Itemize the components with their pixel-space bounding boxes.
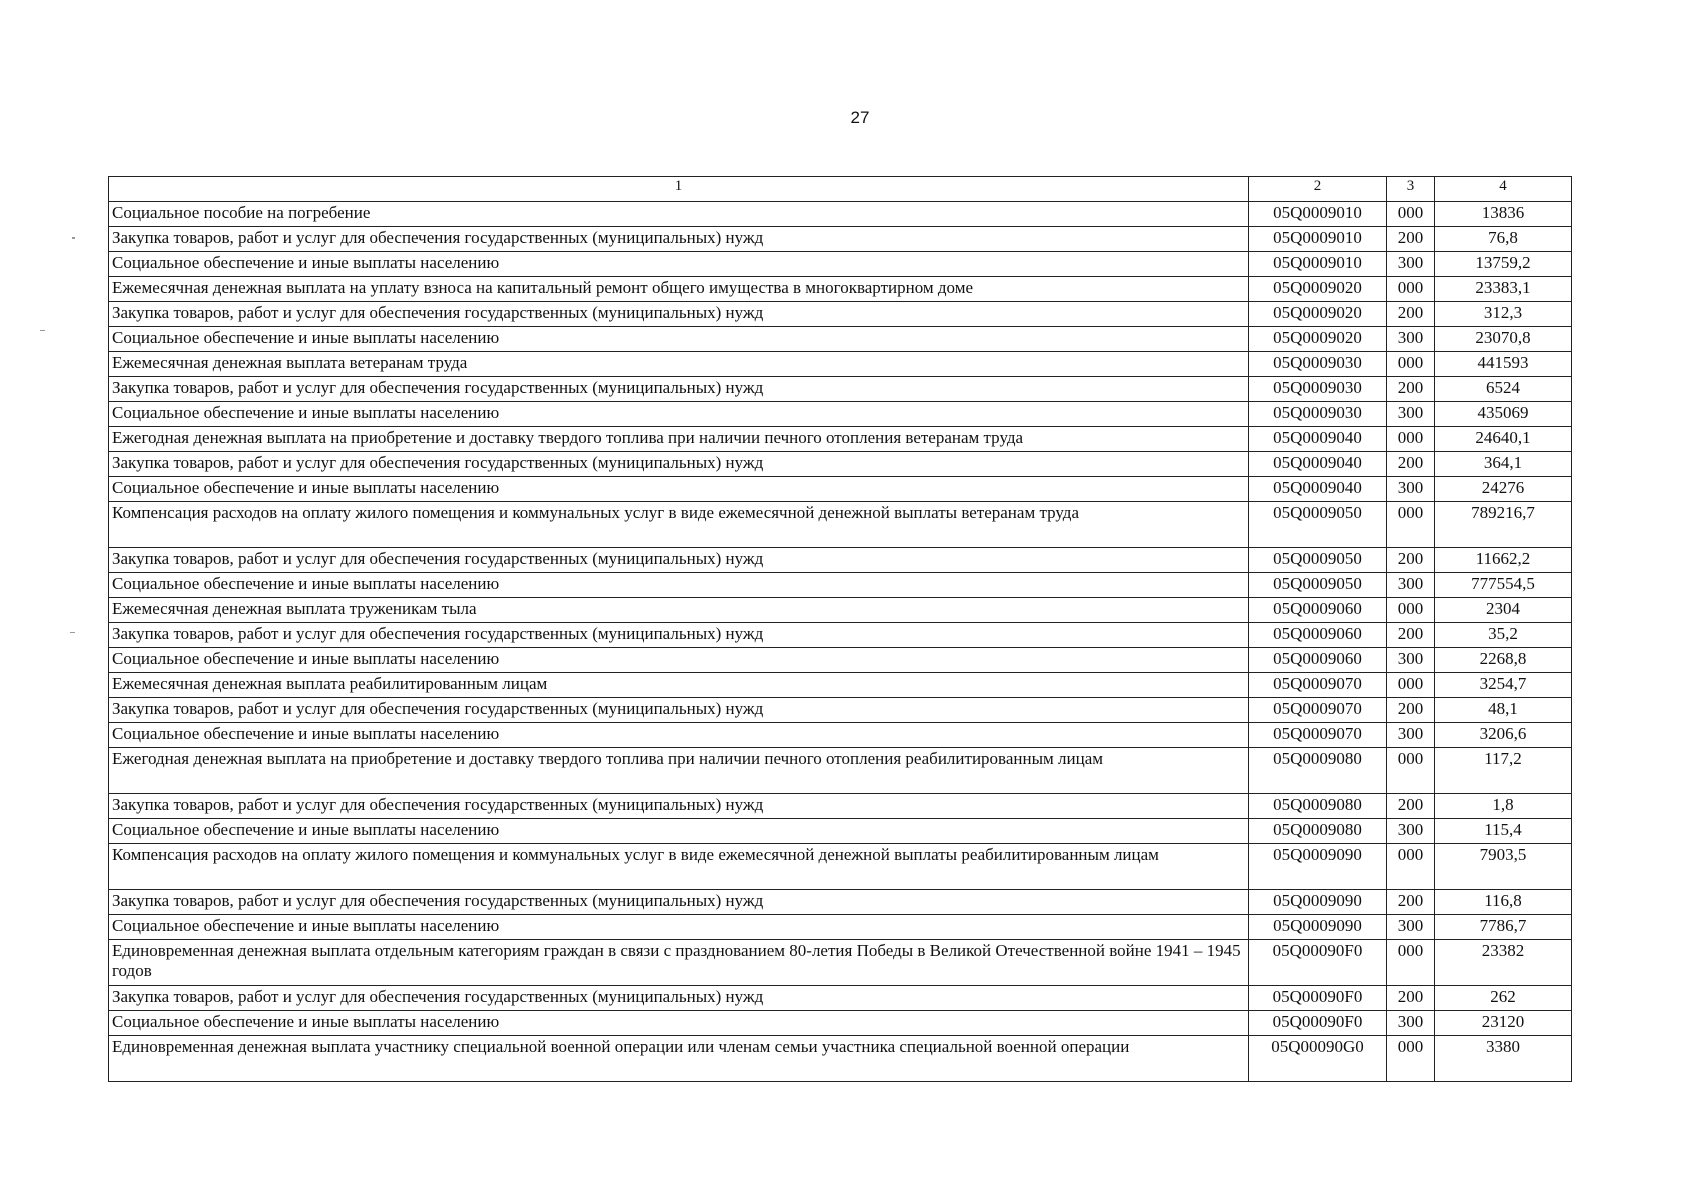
row-type-cell: 000 — [1387, 502, 1435, 548]
table-row — [109, 202, 1572, 227]
row-name-cell: Единовременная денежная выплата участнику специальной военной операции или членам семьи участника специальной военной операции — [109, 1036, 1249, 1082]
table-row — [109, 723, 1572, 748]
row-name-cell: Ежемесячная денежная выплата труженикам тыла — [109, 598, 1249, 623]
row-type-cell: 300 — [1387, 723, 1435, 748]
row-code-cell: 05Q0009040 — [1249, 477, 1387, 502]
row-name-cell: Ежегодная денежная выплата на приобретение и доставку твердого топлива при наличии печного отопления ветеранам труда — [109, 427, 1249, 452]
row-code-cell: 05Q0009020 — [1249, 327, 1387, 352]
row-type-cell: 300 — [1387, 477, 1435, 502]
row-type-cell: 200 — [1387, 452, 1435, 477]
row-sum-cell: 23383,1 — [1435, 277, 1572, 302]
row-sum-cell: 48,1 — [1435, 698, 1572, 723]
row-code-cell: 05Q0009050 — [1249, 548, 1387, 573]
row-sum-cell: 441593 — [1435, 352, 1572, 377]
table-row — [109, 548, 1572, 573]
row-sum-cell: 76,8 — [1435, 227, 1572, 252]
row-sum-cell: 262 — [1435, 986, 1572, 1011]
row-sum-cell: 3380 — [1435, 1036, 1572, 1082]
row-name-cell: Ежемесячная денежная выплата на уплату взноса на капитальный ремонт общего имущества в многоквартирном доме — [109, 277, 1249, 302]
table-row — [109, 377, 1572, 402]
table-row — [109, 452, 1572, 477]
row-code-cell: 05Q0009060 — [1249, 623, 1387, 648]
row-code-cell: 05Q0009090 — [1249, 890, 1387, 915]
row-sum-cell: 1,8 — [1435, 794, 1572, 819]
row-code-cell: 05Q0009050 — [1249, 502, 1387, 548]
row-name-cell: Закупка товаров, работ и услуг для обеспечения государственных (муниципальных) нужд — [109, 698, 1249, 723]
row-name-cell: Социальное обеспечение и иные выплаты населению — [109, 915, 1249, 940]
table-row — [109, 986, 1572, 1011]
table-row — [109, 940, 1572, 986]
row-code-cell: 05Q0009040 — [1249, 427, 1387, 452]
row-type-cell: 300 — [1387, 1011, 1435, 1036]
row-code-cell: 05Q0009050 — [1249, 573, 1387, 598]
table-row — [109, 477, 1572, 502]
table-row — [109, 698, 1572, 723]
row-sum-cell: 13836 — [1435, 202, 1572, 227]
row-sum-cell: 789216,7 — [1435, 502, 1572, 548]
row-name-cell: Социальное обеспечение и иные выплаты населению — [109, 402, 1249, 427]
row-type-cell: 300 — [1387, 915, 1435, 940]
row-sum-cell: 3254,7 — [1435, 673, 1572, 698]
row-name-cell: Компенсация расходов на оплату жилого помещения и коммунальных услуг в виде ежемесячной денежной выплаты реабилитированным лицам — [109, 844, 1249, 890]
table-row — [109, 277, 1572, 302]
row-name-cell: Социальное обеспечение и иные выплаты населению — [109, 819, 1249, 844]
table-body — [109, 177, 1572, 1082]
budget-table — [108, 176, 1572, 1082]
row-sum-cell: 13759,2 — [1435, 252, 1572, 277]
row-name-cell: Социальное обеспечение и иные выплаты населению — [109, 327, 1249, 352]
row-name-cell: Социальное обеспечение и иные выплаты населению — [109, 573, 1249, 598]
row-code-cell: 05Q0009090 — [1249, 844, 1387, 890]
row-type-cell: 000 — [1387, 844, 1435, 890]
row-sum-cell: 24276 — [1435, 477, 1572, 502]
column-header: 3 — [1387, 177, 1435, 202]
row-name-cell: Ежемесячная денежная выплата реабилитированным лицам — [109, 673, 1249, 698]
row-type-cell: 000 — [1387, 352, 1435, 377]
row-type-cell: 300 — [1387, 252, 1435, 277]
row-code-cell: 05Q0009030 — [1249, 352, 1387, 377]
row-type-cell: 000 — [1387, 673, 1435, 698]
row-sum-cell: 23382 — [1435, 940, 1572, 986]
row-code-cell: 05Q0009060 — [1249, 598, 1387, 623]
row-code-cell: 05Q0009030 — [1249, 402, 1387, 427]
table-row — [109, 623, 1572, 648]
row-sum-cell: 23120 — [1435, 1011, 1572, 1036]
row-type-cell: 300 — [1387, 573, 1435, 598]
row-name-cell: Закупка товаров, работ и услуг для обеспечения государственных (муниципальных) нужд — [109, 377, 1249, 402]
row-code-cell: 05Q0009070 — [1249, 698, 1387, 723]
table-row — [109, 227, 1572, 252]
row-name-cell: Закупка товаров, работ и услуг для обеспечения государственных (муниципальных) нужд — [109, 548, 1249, 573]
row-name-cell: Закупка товаров, работ и услуг для обеспечения государственных (муниципальных) нужд — [109, 302, 1249, 327]
row-sum-cell: 7903,5 — [1435, 844, 1572, 890]
row-sum-cell: 116,8 — [1435, 890, 1572, 915]
row-type-cell: 300 — [1387, 819, 1435, 844]
row-sum-cell: 35,2 — [1435, 623, 1572, 648]
row-code-cell: 05Q0009080 — [1249, 819, 1387, 844]
row-name-cell: Социальное обеспечение и иные выплаты населению — [109, 252, 1249, 277]
row-code-cell: 05Q0009060 — [1249, 648, 1387, 673]
row-type-cell: 000 — [1387, 202, 1435, 227]
row-name-cell: Ежемесячная денежная выплата ветеранам труда — [109, 352, 1249, 377]
table-row — [109, 1011, 1572, 1036]
row-type-cell: 000 — [1387, 277, 1435, 302]
row-name-cell: Закупка товаров, работ и услуг для обеспечения государственных (муниципальных) нужд — [109, 794, 1249, 819]
row-code-cell: 05Q0009070 — [1249, 673, 1387, 698]
row-code-cell: 05Q0009020 — [1249, 277, 1387, 302]
row-code-cell: 05Q0009010 — [1249, 202, 1387, 227]
row-sum-cell: 23070,8 — [1435, 327, 1572, 352]
row-sum-cell: 435069 — [1435, 402, 1572, 427]
row-code-cell: 05Q0009090 — [1249, 915, 1387, 940]
row-code-cell: 05Q0009010 — [1249, 252, 1387, 277]
row-name-cell: Закупка товаров, работ и услуг для обеспечения государственных (муниципальных) нужд — [109, 227, 1249, 252]
row-code-cell: 05Q00090F0 — [1249, 986, 1387, 1011]
table-row — [109, 402, 1572, 427]
row-sum-cell: 312,3 — [1435, 302, 1572, 327]
table-row — [109, 890, 1572, 915]
scan-mark — [40, 330, 45, 331]
column-header: 2 — [1249, 177, 1387, 202]
row-sum-cell: 2304 — [1435, 598, 1572, 623]
table-row — [109, 252, 1572, 277]
row-type-cell: 200 — [1387, 227, 1435, 252]
row-code-cell: 05Q0009040 — [1249, 452, 1387, 477]
row-name-cell: Закупка товаров, работ и услуг для обеспечения государственных (муниципальных) нужд — [109, 623, 1249, 648]
row-type-cell: 000 — [1387, 940, 1435, 986]
table-row — [109, 844, 1572, 890]
row-name-cell: Закупка товаров, работ и услуг для обеспечения государственных (муниципальных) нужд — [109, 452, 1249, 477]
row-code-cell: 05Q00090G0 — [1249, 1036, 1387, 1082]
row-name-cell: Социальное обеспечение и иные выплаты населению — [109, 648, 1249, 673]
column-header: 4 — [1435, 177, 1572, 202]
row-type-cell: 200 — [1387, 794, 1435, 819]
table-row — [109, 598, 1572, 623]
row-name-cell: Закупка товаров, работ и услуг для обеспечения государственных (муниципальных) нужд — [109, 986, 1249, 1011]
row-type-cell: 200 — [1387, 623, 1435, 648]
row-sum-cell: 3206,6 — [1435, 723, 1572, 748]
table-row — [109, 302, 1572, 327]
row-type-cell: 200 — [1387, 890, 1435, 915]
row-name-cell: Социальное обеспечение и иные выплаты населению — [109, 477, 1249, 502]
row-name-cell: Единовременная денежная выплата отдельным категориям граждан в связи с празднованием 80-летия Победы в Великой Отечественной войне 1941 – 1945 годов — [109, 940, 1249, 986]
row-name-cell: Социальное обеспечение и иные выплаты населению — [109, 723, 1249, 748]
row-code-cell: 05Q0009080 — [1249, 794, 1387, 819]
table-row — [109, 573, 1572, 598]
scan-mark — [72, 237, 75, 239]
row-code-cell: 05Q0009010 — [1249, 227, 1387, 252]
row-sum-cell: 6524 — [1435, 377, 1572, 402]
row-name-cell: Компенсация расходов на оплату жилого помещения и коммунальных услуг в виде ежемесячной денежной выплаты ветеранам труда — [109, 502, 1249, 548]
row-type-cell: 200 — [1387, 698, 1435, 723]
table-row — [109, 502, 1572, 548]
row-code-cell: 05Q00090F0 — [1249, 940, 1387, 986]
table-row — [109, 327, 1572, 352]
row-code-cell: 05Q0009080 — [1249, 748, 1387, 794]
row-type-cell: 300 — [1387, 327, 1435, 352]
table-row — [109, 673, 1572, 698]
table-row — [109, 427, 1572, 452]
table-row — [109, 794, 1572, 819]
table-row — [109, 648, 1572, 673]
row-type-cell: 200 — [1387, 986, 1435, 1011]
table-row — [109, 748, 1572, 794]
row-code-cell: 05Q00090F0 — [1249, 1011, 1387, 1036]
row-type-cell: 000 — [1387, 1036, 1435, 1082]
row-sum-cell: 115,4 — [1435, 819, 1572, 844]
row-sum-cell: 2268,8 — [1435, 648, 1572, 673]
table-row — [109, 915, 1572, 940]
row-name-cell: Закупка товаров, работ и услуг для обеспечения государственных (муниципальных) нужд — [109, 890, 1249, 915]
row-type-cell: 200 — [1387, 377, 1435, 402]
scan-mark — [70, 632, 75, 633]
row-type-cell: 300 — [1387, 402, 1435, 427]
row-sum-cell: 117,2 — [1435, 748, 1572, 794]
row-type-cell: 200 — [1387, 548, 1435, 573]
column-header: 1 — [109, 177, 1249, 202]
table-header-row — [109, 177, 1572, 202]
row-type-cell: 000 — [1387, 598, 1435, 623]
row-sum-cell: 777554,5 — [1435, 573, 1572, 598]
table-row — [109, 1036, 1572, 1082]
row-code-cell: 05Q0009070 — [1249, 723, 1387, 748]
row-sum-cell: 7786,7 — [1435, 915, 1572, 940]
row-type-cell: 000 — [1387, 427, 1435, 452]
row-name-cell: Социальное обеспечение и иные выплаты населению — [109, 1011, 1249, 1036]
row-code-cell: 05Q0009030 — [1249, 377, 1387, 402]
row-type-cell: 200 — [1387, 302, 1435, 327]
page-number: 27 — [850, 108, 870, 127]
row-code-cell: 05Q0009020 — [1249, 302, 1387, 327]
row-type-cell: 300 — [1387, 648, 1435, 673]
row-type-cell: 000 — [1387, 748, 1435, 794]
table-row — [109, 819, 1572, 844]
row-sum-cell: 24640,1 — [1435, 427, 1572, 452]
row-sum-cell: 11662,2 — [1435, 548, 1572, 573]
row-name-cell: Социальное пособие на погребение — [109, 202, 1249, 227]
row-sum-cell: 364,1 — [1435, 452, 1572, 477]
table-row — [109, 352, 1572, 377]
row-name-cell: Ежегодная денежная выплата на приобретение и доставку твердого топлива при наличии печного отопления реабилитированным лицам — [109, 748, 1249, 794]
